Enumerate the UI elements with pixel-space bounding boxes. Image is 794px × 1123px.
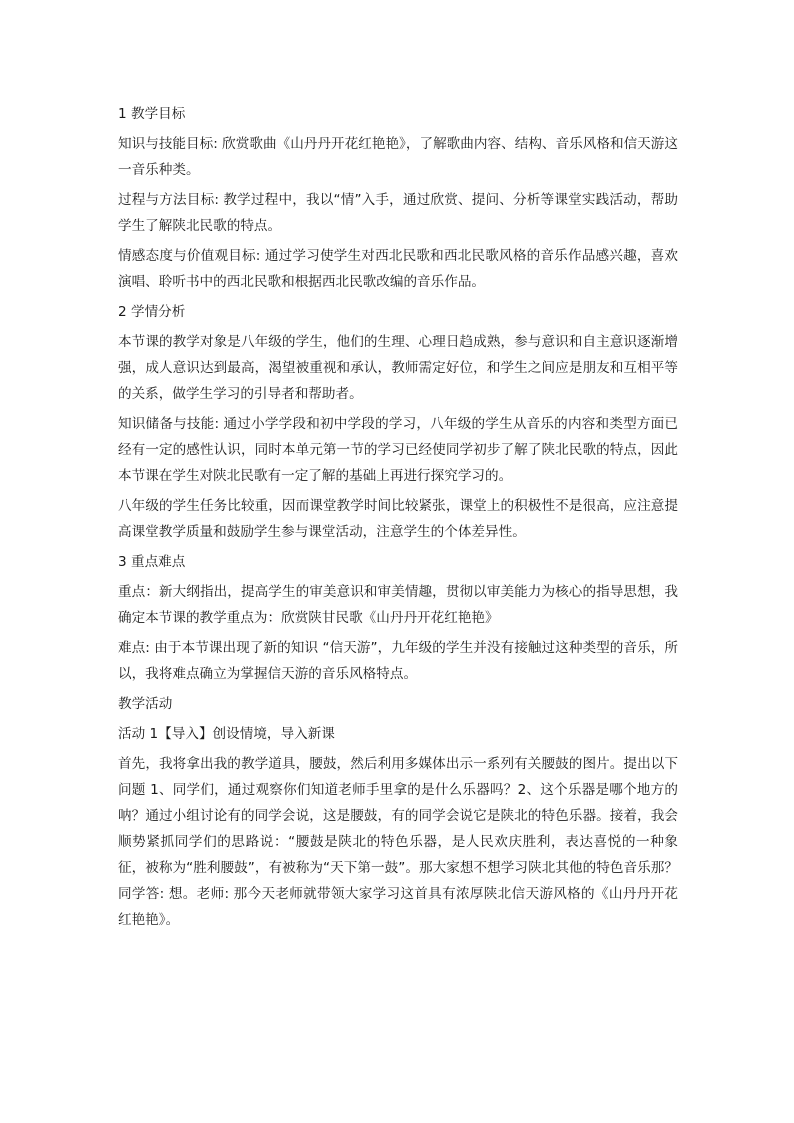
- heading-teaching-goals: 1 教学目标: [118, 106, 186, 122]
- para-difficulty: 难点: 由于本节课出现了新的知识 “信天游”，九年级的学生并没有接触过这种类型的音乐，所以，我将难点确立为掌握信天游的音乐风格特点。: [118, 640, 678, 682]
- para-activity-1-body: 首先，我将拿出我的教学道具，腰鼓，然后利用多媒体出示一系列有关腰鼓的图片。提出以下问题 1、同学们，通过观察你们知道老师手里拿的是什么乐器吗？2、这个乐器是哪个地方的呐？通过小组讨论有的同学会说，这是腰鼓，有的同学会说它是陕北的特色乐器。接着，我会顺势紧抓同学们的思路说：“腰鼓是陕北的特色乐器，是人民欢庆胜利，表达喜悦的一种象征，被称为“胜利腰鼓”，有被称为“天下第一鼓”。那大家想不想学习陕北其他的特色音乐那？同学答: 想。老师: 那今天老师就带领大家学习这首具有浓厚陕北信天游风格的《山丹丹开花红艳艳》。: [118, 756, 678, 928]
- para-attitude-goal: 情感态度与价值观目标: 通过学习使学生对西北民歌和西北民歌风格的音乐作品感兴趣，喜欢演唱、聆听书中的西北民歌和根据西北民歌改编的音乐作品。: [118, 248, 678, 290]
- para-key-point: 重点：新大纲指出，提高学生的审美意识和审美情趣，贯彻以审美能力为核心的指导思想，我确定本节课的教学重点为：欣赏陕甘民歌《山丹丹开花红艳艳》: [118, 584, 678, 626]
- heading-teaching-activities: 教学活动: [118, 696, 173, 712]
- para-workload: 八年级的学生任务比较重，因而课堂教学时间比较紧张，课堂上的积极性不是很高，应注意提高课堂教学质量和鼓励学生参与课堂活动，注意学生的个体差异性。: [118, 498, 678, 540]
- para-student-profile: 本节课的教学对象是八年级的学生，他们的生理、心理日趋成熟，参与意识和自主意识逐渐增强，成人意识达到最高，渴望被重视和承认，教师需定好位，和学生之间应是朋友和互相平等的关系，做学生学习的引导者和帮助者。: [118, 334, 678, 402]
- heading-key-points: 3 重点难点: [118, 554, 186, 570]
- para-process-goal: 过程与方法目标: 教学过程中，我以“情”入手，通过欣赏、提问、分析等课堂实践活动，帮助学生了解陕北民歌的特点。: [118, 192, 678, 234]
- document-page: [118, 101, 678, 937]
- para-knowledge-goal: 知识与技能目标: 欣赏歌曲《山丹丹开花红艳艳》，了解歌曲内容、结构、音乐风格和信天游这一音乐种类。: [118, 136, 678, 178]
- heading-student-analysis: 2 学情分析: [118, 304, 186, 320]
- heading-activity-1: 活动 1【导入】创设情境，导入新课: [118, 726, 335, 742]
- para-knowledge-reserve: 知识储备与技能: 通过小学学段和初中学段的学习，八年级的学生从音乐的内容和类型方面已经有一定的感性认识，同时本单元第一节的学习已经使同学初步了解了陕北民歌的特点，因此本节课在学生对陕北民歌有一定了解的基础上再进行探究学习的。: [118, 416, 678, 484]
